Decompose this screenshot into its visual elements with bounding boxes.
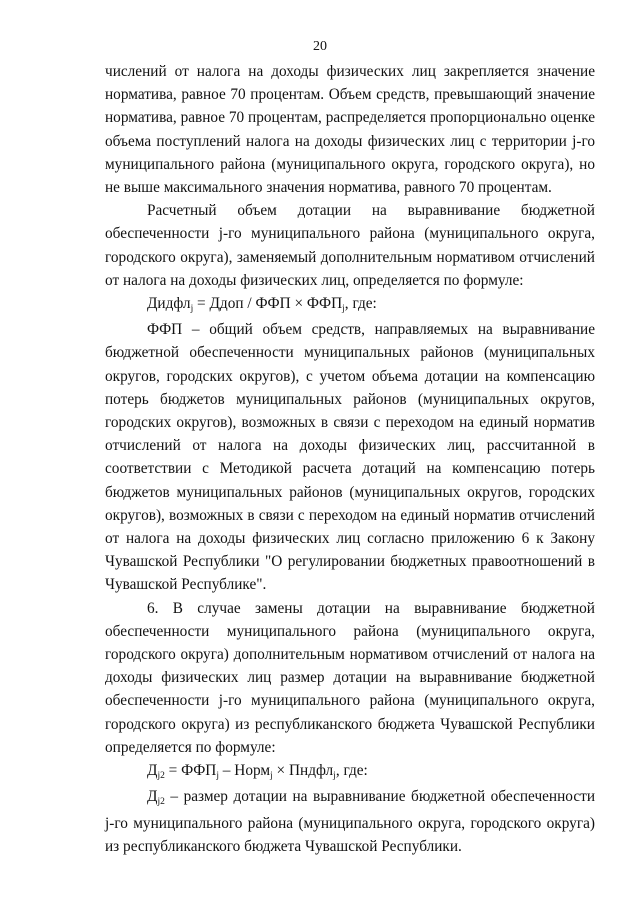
subscript: j [216, 771, 219, 782]
text-run: Дидфл [147, 295, 191, 313]
text-run: Д [147, 788, 158, 806]
text-run: 6. В случае замены дотации на выравнивание бюджетной обеспеченности муниципального района (муниципального округа, городского округа) дополнительным нормативом отчислений от налога на доходы физических лиц размер дотации на выравнивание бюджетной обеспеченности j-го муниципального района (муниципального округа, городского округа) из республиканского бюджета Чувашской Республики определяется по формуле: [105, 599, 595, 756]
subscript: j [333, 771, 336, 782]
paragraph [105, 292, 595, 318]
document-body [105, 60, 595, 858]
text-run: , где: [344, 295, 377, 313]
text-run: – Норм [218, 762, 271, 780]
subscript: j [342, 304, 345, 315]
paragraph [105, 199, 595, 292]
paragraph [105, 597, 595, 759]
text-run: Д [147, 762, 158, 780]
paragraph [105, 759, 595, 785]
text-run: Расчетный объем дотации на выравнивание бюджетной обеспеченности j-го муниципального района (муниципального округа, городского округа), заменяемый дополнительным нормативом отчислений от налога на доходы физических лиц, определяется по формуле: [105, 202, 595, 289]
text-run: числений от налога на доходы физических лиц закрепляется значение норматива, равное 70 процентам. Объем средств, превышающий значение норматива, равное 70 процентам, распределяется пропорционально оценке объема поступлений налога на доходы физических лиц с территории j-го муниципального района (муниципального округа, городского округа), но не выше максимального значения норматива, равного 70 процентам. [105, 63, 595, 197]
text-run: ФФП – общий объем средств, направляемых на выравнивание бюджетной обеспеченности муниципальных районов (муниципальных округов, городских округов), с учетом объема дотации на компенсацию потерь бюджетов муниципальных районов (муниципальных округов, городских округов), возможных в связи с переходом на единый норматив отчислений от налога на доходы физических лиц, рассчитанной в соответствии с Методикой расчета дотаций на компенсацию потерь бюджетов муниципальных районов (муниципальных округов, городских округов), возможных в связи с переходом на единый норматив отчислений от налога на доходы физических лиц согласно приложению 6 к Закону Чувашской Республики "О регулировании бюджетных правоотношений в Чувашской Республике". [105, 321, 595, 594]
paragraph [105, 785, 595, 858]
text-run: , где: [335, 762, 368, 780]
text-run: = Ддоп / ФФП × ФФП [193, 295, 343, 313]
paragraph [105, 60, 595, 199]
subscript: j [270, 771, 273, 782]
subscript: j2 [157, 771, 165, 782]
page-number: 20 [313, 39, 327, 54]
text-run: × Пндфл [272, 762, 334, 780]
text-run: – размер дотации на выравнивание бюджетной обеспеченности j-го муниципального района (муниципального округа, городского округа) из республиканского бюджета Чувашской Республики. [105, 788, 595, 855]
subscript: j [190, 304, 194, 315]
text-run: = ФФП [164, 762, 217, 780]
subscript: j2 [157, 797, 165, 808]
paragraph [105, 318, 595, 596]
